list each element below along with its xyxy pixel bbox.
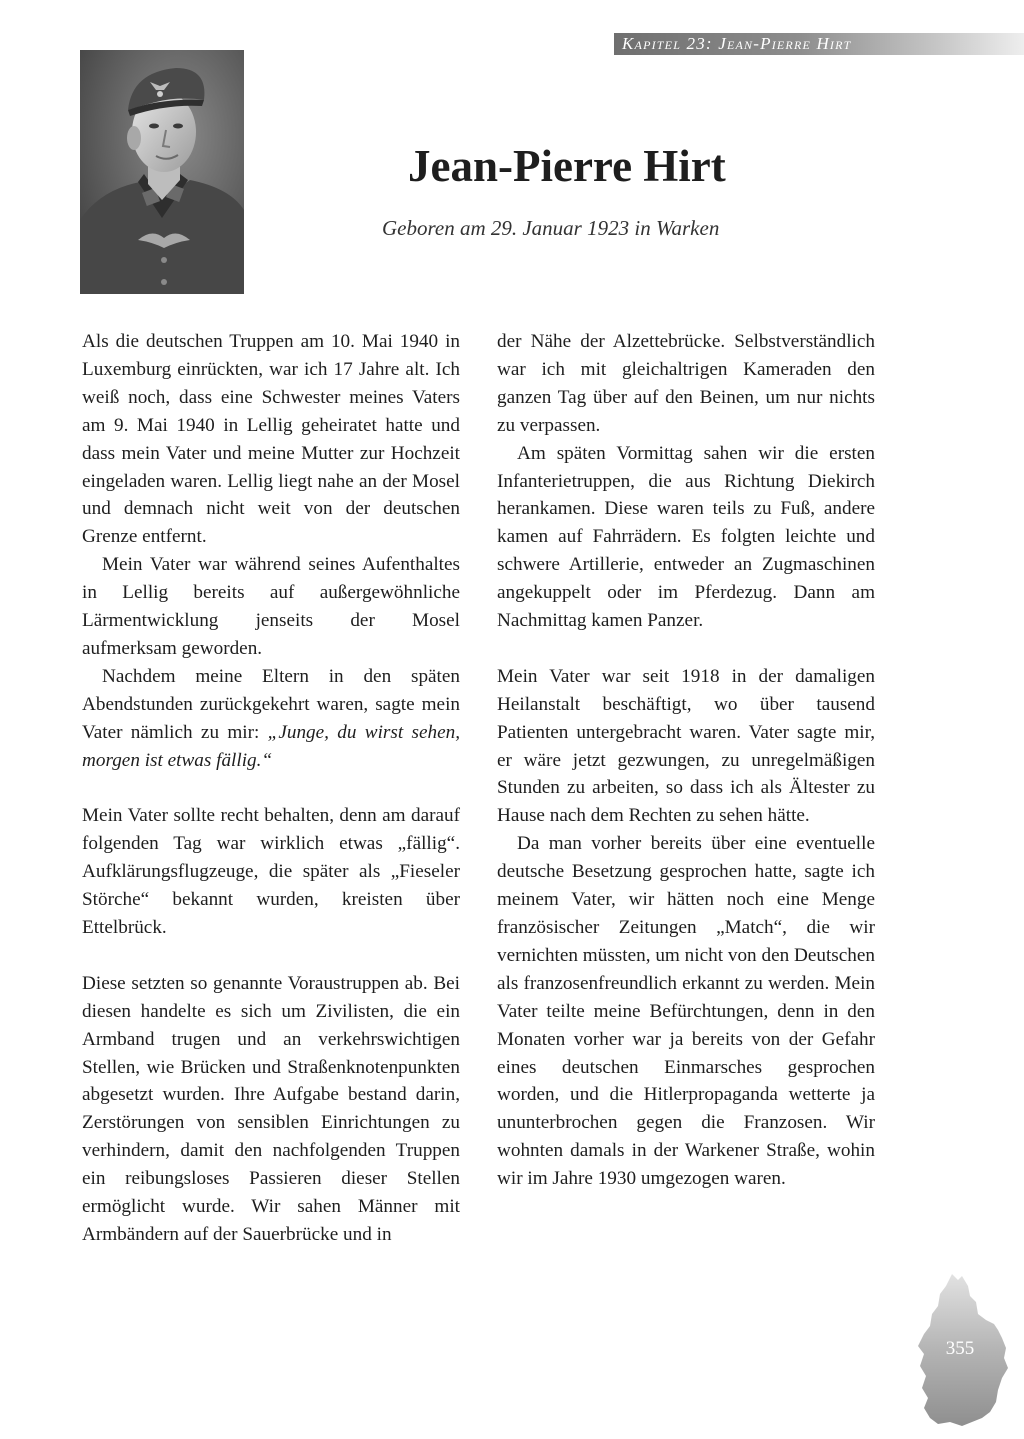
article-subtitle: Geboren am 29. Januar 1923 in Warken <box>382 216 720 240</box>
paragraph: Als die deutschen Truppen am 10. Mai 1940 in Luxemburg einrückten, war ich 17 Jahre alt. Ich weiß noch, dass eine Schwester meines Vaters am 9. Mai 1940 in Lellig geheiratet hatte und dass mein Vater und meine Mutter zur Hochzeit eingeladen waren. Lellig liegt nahe an der Mosel und demnach nicht weit von der deutschen Grenze entfernt. <box>82 331 460 548</box>
portrait-photo <box>80 50 244 294</box>
paragraph <box>82 663 460 775</box>
quote-text: „Junge, du wirst sehen, morgen ist etwas fällig.“ <box>82 721 460 771</box>
paragraph: Mein Vater war seit 1918 in der damaligen Heilanstalt beschäftigt, wo über tausend Patienten untergebracht waren. Vater sagte mir, er wäre jetzt gezwungen, zu unregelmäßigen Stunden zu arbeiten, so dass ich als Ältester zu Hause nach dem Rechten zu sehen hätte. <box>497 665 875 827</box>
left-column <box>82 328 460 1249</box>
paragraph: Da man vorher bereits über eine eventuelle deutsche Besetzung gesprochen hatte, sagte ich meinem Vater, wir hätten noch eine Menge französischer Zeitungen „Match“, die wir vernichten müssten, um nicht von den Deutschen als franzosenfreundlich erkannt zu werden. Mein Vater teilte meine Befürchtungen, denn in den Monaten vorher war ja bereits von der Gefahr eines deutschen Einmarsches gesprochen worden, und die Hitlerpropaganda wetterte ja ununterbrochen gegen die Franzosen. Wir wohnten damals in der Warkener Straße, wohin wir im Jahre 1930 umgezogen waren. <box>497 833 875 1190</box>
chapter-header-text: Kapitel 23: Jean-Pierre Hirt <box>622 34 852 53</box>
chapter-header-bar <box>614 33 1024 55</box>
article-title: Jean-Pierre Hirt <box>408 141 726 191</box>
paragraph-text: Nachdem meine Eltern in den späten Abendstunden zurückgekehrt waren, sagte mein Vater nämlich zu mir: <box>82 665 460 743</box>
paragraph: Mein Vater war während seines Aufenthaltes in Lellig bereits auf außergewöhnliche Lärmentwicklung jenseits der Mosel aufmerksam geworden. <box>82 554 460 659</box>
right-column <box>497 328 875 1193</box>
paragraph: Diese setzten so genannte Voraustruppen ab. Bei diesen handelte es sich um Zivilisten, die ein Armband trugen und an verkehrswichtigen Stellen, wie Brücken und Straßenknotenpunkten abgesetzt wurden. Ihre Aufgabe bestand darin, Zerstörungen von sensiblen Einrichtungen zu verhindern, damit den nachfolgenden Truppen ein reibungsloses Passieren dieser Stellen ermöglicht wurde. Wir sahen Männer mit Armbändern auf der Sauerbrücke und in <box>82 972 460 1245</box>
page-number: 355 <box>945 1338 975 1359</box>
paragraph: Mein Vater sollte recht behalten, denn am darauf folgenden Tag war wirklich etwas „fällig“. Aufklärungsflugzeuge, die später als „Fieseler Störche“ bekannt wurden, kreisten über Ettelbrück. <box>82 805 460 939</box>
paragraph: der Nähe der Alzettebrücke. Selbstverständlich war ich mit gleichaltrigen Kameraden den ganzen Tag über auf den Beinen, um nur nichts zu verpassen. <box>497 331 875 436</box>
paragraph: Am späten Vormittag sahen wir die ersten Infanterietruppen, die aus Richtung Diekirch herankamen. Diese waren teils zu Fuß, andere kamen auf Fahrrädern. Es folgten leichte und schwere Artillerie, entweder an Zugmaschinen angekuppelt oder im Pferdezug. Dann am Nachmittag kamen Panzer. <box>497 442 875 632</box>
